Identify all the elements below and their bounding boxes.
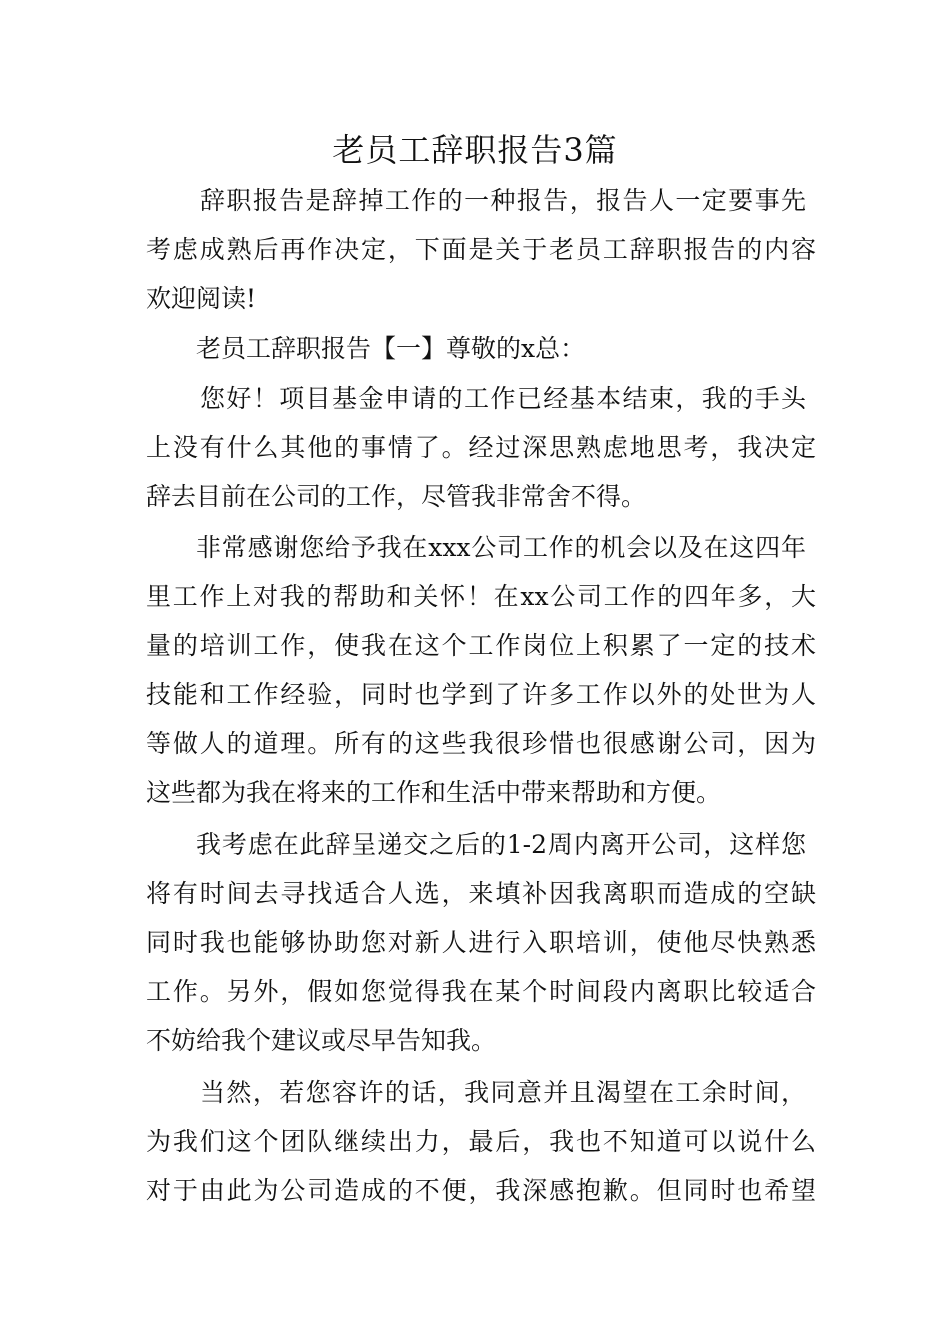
paragraph-line: 考虑成熟后再作决定，下面是关于老员工辞职报告的内容 (146, 235, 816, 264)
paragraph-line: 里工作上对我的帮助和关怀！在xx公司工作的四年多，大 (146, 582, 816, 611)
paragraph-line: 非常感谢您给予我在xxx公司工作的机会以及在这四年 (196, 533, 806, 562)
paragraph-line: 技能和工作经验，同时也学到了许多工作以外的处世为人 (146, 680, 816, 709)
paragraph-line: 这些都为我在将来的工作和生活中带来帮助和方便。 (146, 778, 722, 807)
paragraph-line: 不妨给我个建议或尽早告知我。 (146, 1026, 497, 1055)
paragraph-line: 老员工辞职报告【一】尊敬的x总： (196, 334, 586, 363)
paragraph-line: 上没有什么其他的事情了。经过深思熟虑地思考，我决定 (146, 433, 816, 462)
paragraph-line: 当然，若您容许的话，我同意并且渴望在工余时间， (200, 1078, 806, 1107)
paragraph-line: 您好！项目基金申请的工作已经基本结束，我的手头 (200, 384, 806, 413)
paragraph-line: 我考虑在此辞呈递交之后的1-2周内离开公司，这样您 (196, 830, 806, 859)
paragraph-line: 量的培训工作，使我在这个工作岗位上积累了一定的技术 (146, 631, 816, 660)
paragraph-line: 将有时间去寻找适合人选，来填补因我离职而造成的空缺 (146, 879, 816, 908)
paragraph-line: 对于由此为公司造成的不便，我深感抱歉。但同时也希望 (146, 1176, 816, 1205)
paragraph-line: 辞职报告是辞掉工作的一种报告，报告人一定要事先 (200, 186, 806, 215)
paragraph-line: 等做人的道理。所有的这些我很珍惜也很感谢公司，因为 (146, 729, 816, 758)
page-title: 老员工辞职报告3篇 (332, 131, 618, 169)
paragraph-line: 辞去目前在公司的工作，尽管我非常舍不得。 (146, 482, 647, 511)
paragraph-line: 工作。另外，假如您觉得我在某个时间段内离职比较适合 (146, 977, 816, 1006)
paragraph-line: 欢迎阅读! (146, 284, 257, 313)
paragraph-line: 为我们这个团队继续出力，最后，我也不知道可以说什么 (146, 1127, 816, 1156)
paragraph-line: 同时我也能够协助您对新人进行入职培训，使他尽快熟悉 (146, 928, 816, 957)
